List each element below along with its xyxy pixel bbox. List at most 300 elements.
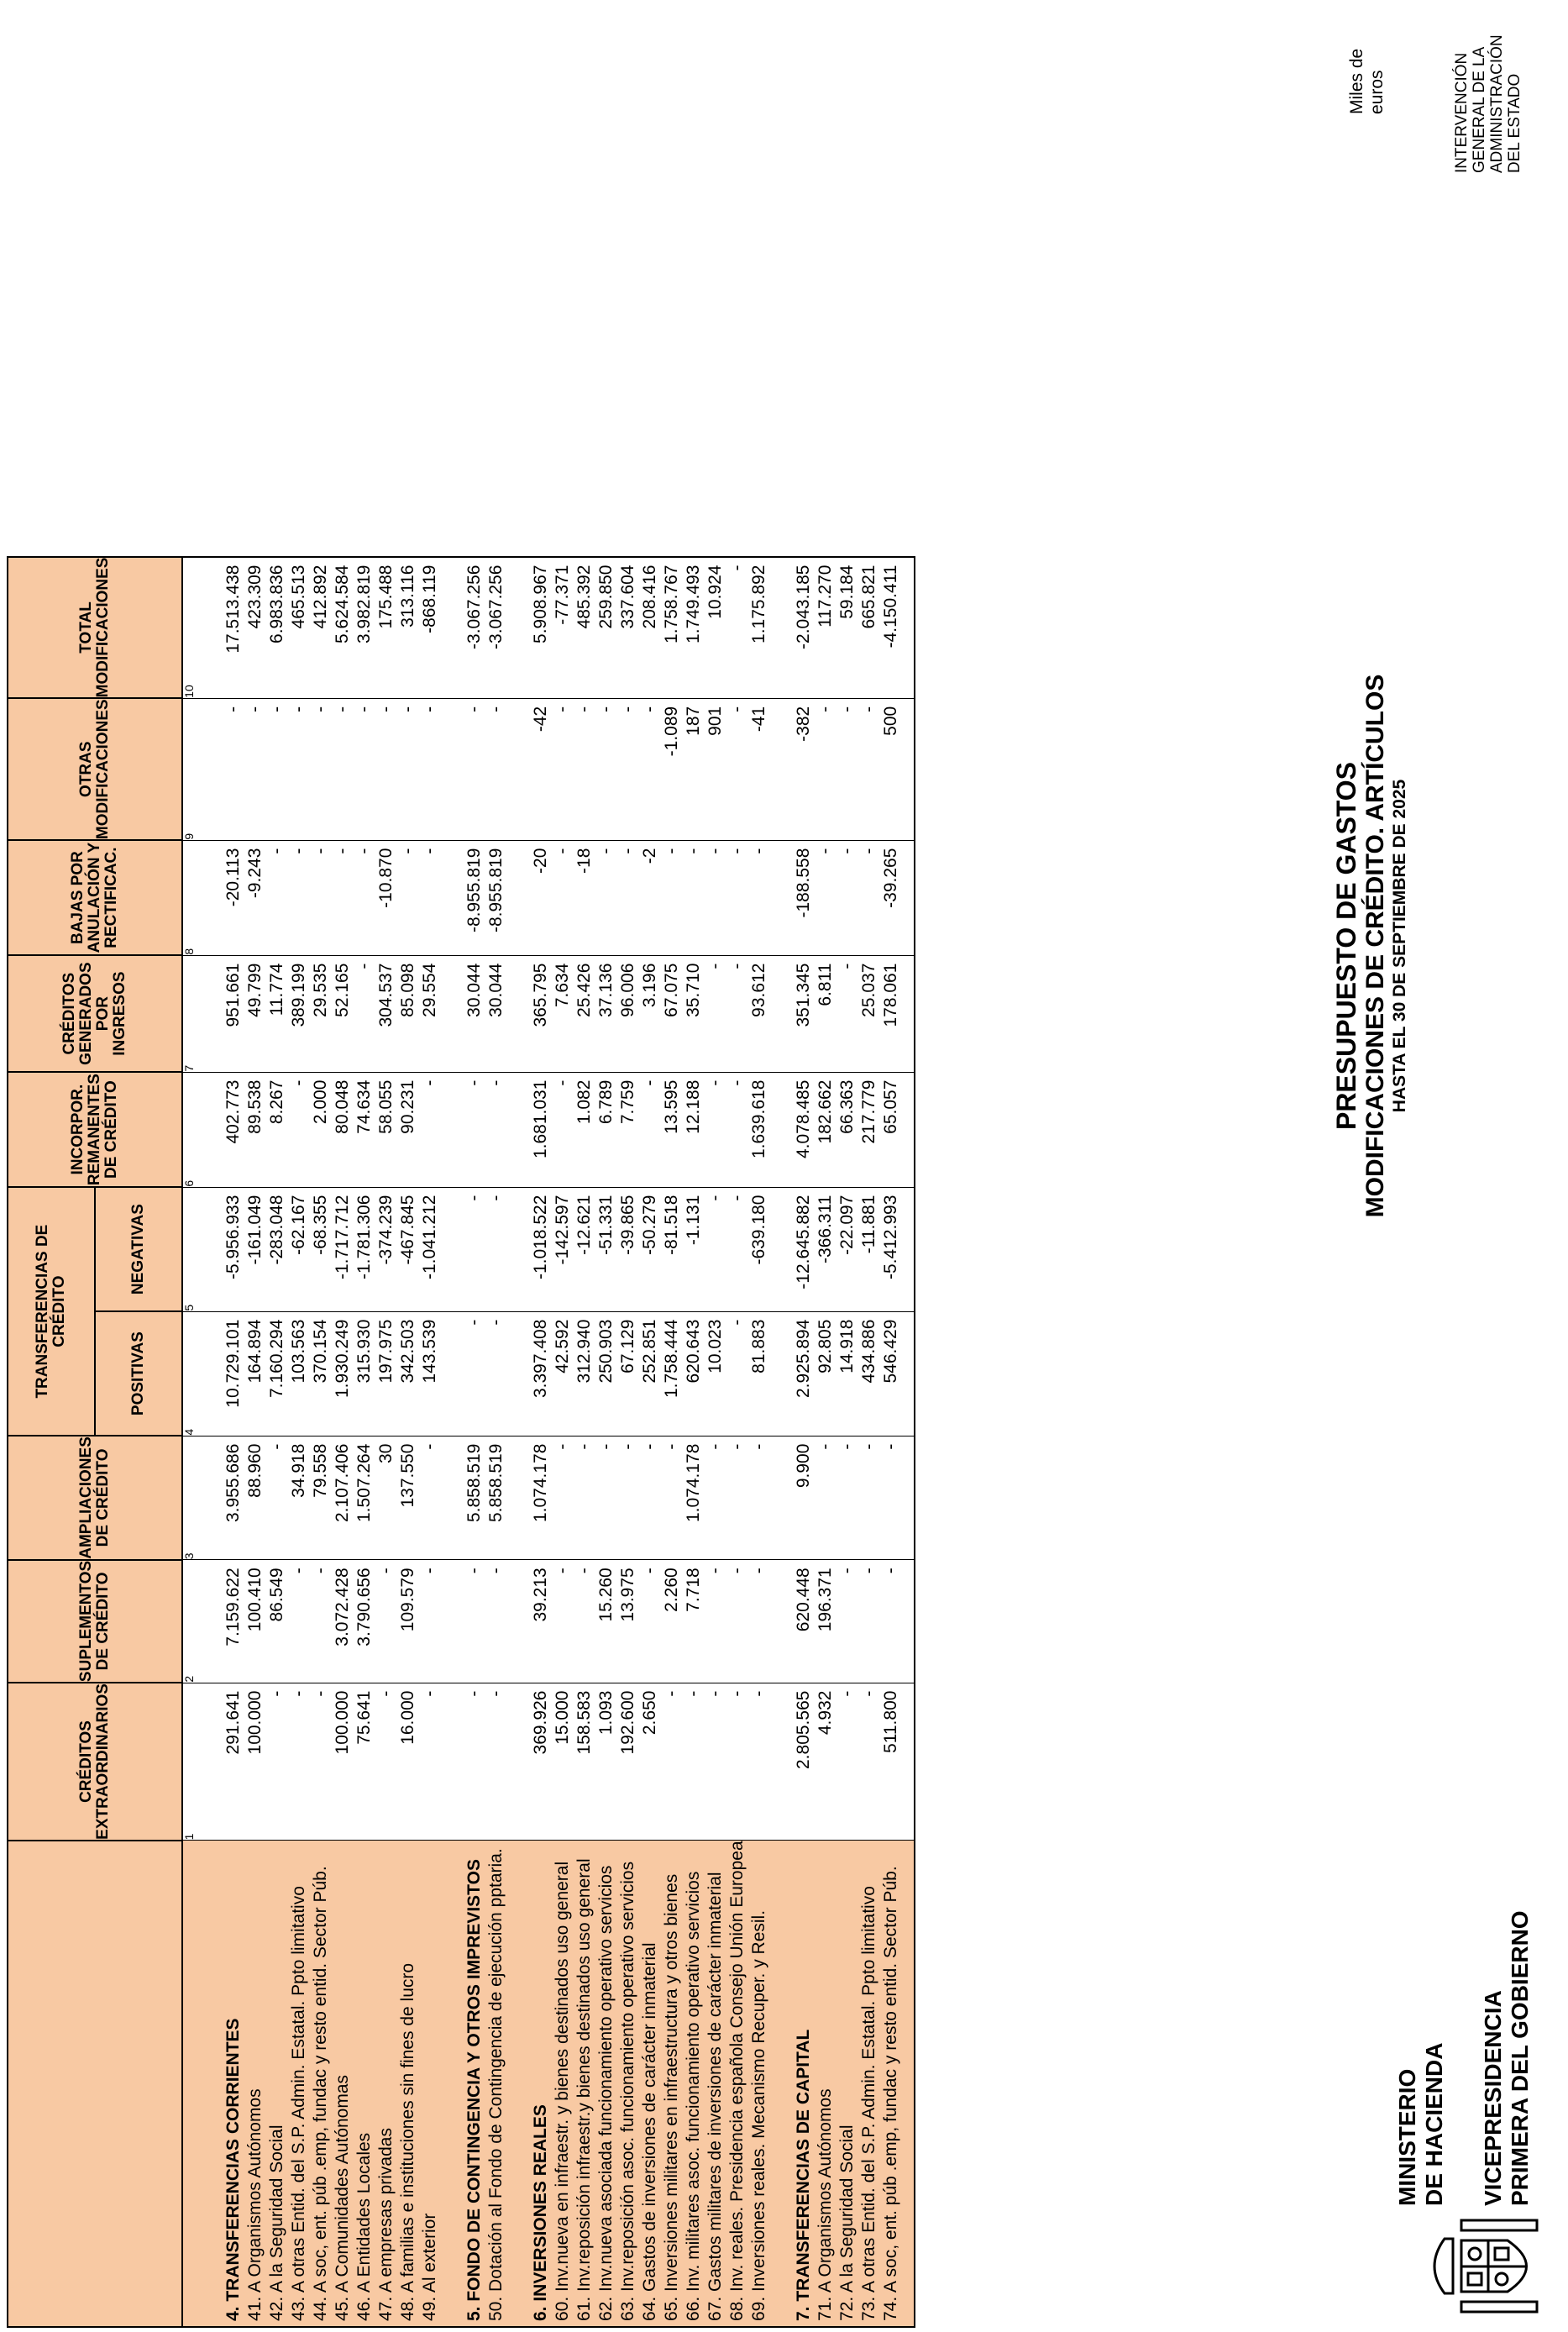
value-cell: 59.184 xyxy=(837,565,857,619)
value-cell: 1.507.264 xyxy=(354,1443,374,1523)
value-cell: - xyxy=(749,848,768,854)
value-cell: 5.908.967 xyxy=(531,565,550,643)
value-cell: - xyxy=(727,1443,747,1450)
value-cell: 412.892 xyxy=(311,565,330,629)
column-number: 5 xyxy=(182,1187,200,1311)
row-label: 43. A otras Entid. del S.P. Admin. Estatal. Ppto limitativo xyxy=(289,1886,308,2321)
value-cell: 16.000 xyxy=(398,1690,417,1745)
value-cell: - xyxy=(464,1079,484,1086)
values-column xyxy=(200,557,915,699)
value-cell: - xyxy=(705,963,725,969)
value-cell: -39.865 xyxy=(618,1195,637,1255)
value-cell: - xyxy=(881,1443,900,1450)
value-cell: -8.955.819 xyxy=(464,848,484,933)
units-label: Miles de euros xyxy=(1347,48,1387,114)
value-cell: - xyxy=(815,848,835,854)
value-cell: - xyxy=(574,706,594,712)
value-cell: 192.600 xyxy=(618,1690,637,1755)
header-total-modificaciones: TOTAL MODIFICACIONES xyxy=(8,557,182,699)
header-transferencias: TRANSFERENCIAS DE CRÉDITO xyxy=(8,1187,95,1436)
value-cell: 620.643 xyxy=(684,1319,703,1384)
values-column xyxy=(200,1436,915,1560)
value-cell: 96.006 xyxy=(618,963,637,1017)
value-cell: -639.180 xyxy=(749,1195,768,1265)
value-cell: - xyxy=(705,1568,725,1574)
value-cell: 369.926 xyxy=(531,1690,550,1755)
values-column xyxy=(200,1683,915,1841)
value-cell: -868.119 xyxy=(420,565,439,633)
value-cell: 15.260 xyxy=(596,1568,616,1622)
value-cell: 3.072.428 xyxy=(333,1568,352,1647)
column-number: 8 xyxy=(182,840,200,955)
value-cell: - xyxy=(267,706,286,712)
value-cell: - xyxy=(640,706,659,712)
value-cell: - xyxy=(596,706,616,712)
value-cell: - xyxy=(376,706,396,712)
value-cell: -2.043.185 xyxy=(794,565,813,649)
value-cell: -39.265 xyxy=(881,848,900,908)
value-cell: 81.883 xyxy=(749,1319,768,1373)
value-cell: 75.641 xyxy=(354,1690,374,1745)
row-label: 60. Inv.nueva en infraestr. y bienes destinados uso general xyxy=(553,1861,572,2321)
value-cell: - xyxy=(618,1443,637,1450)
value-cell: 312.940 xyxy=(574,1319,594,1384)
value-cell: -1.089 xyxy=(662,706,681,757)
value-cell: 58.055 xyxy=(376,1079,396,1134)
section-heading: 4. TRANSFERENCIAS CORRIENTES xyxy=(223,2018,243,2321)
value-cell: - xyxy=(749,1443,768,1450)
row-label: 48. A familias e instituciones sin fines de lucro xyxy=(398,1962,417,2321)
column-number-blank xyxy=(182,1841,200,2327)
value-cell: 2.805.565 xyxy=(794,1690,813,1769)
ministry-heading: MINISTERIO DE HACIENDA xyxy=(1394,2042,1447,2206)
value-cell: - xyxy=(837,963,857,969)
value-cell: - xyxy=(376,1690,396,1697)
value-cell: 1.758.767 xyxy=(662,565,681,643)
value-cell: 465.513 xyxy=(289,565,308,629)
values-column xyxy=(200,1560,915,1683)
value-cell: -5.956.933 xyxy=(223,1195,243,1280)
values-column xyxy=(200,1311,915,1436)
row-label: 67. Gastos militares de inversiones de carácter inmaterial xyxy=(705,1872,725,2321)
value-cell: - xyxy=(662,1443,681,1450)
value-cell: -9.243 xyxy=(245,848,265,899)
value-cell: 1.175.892 xyxy=(749,565,768,643)
row-label: 44. A soc, ent. púb .emp, fundac y resto entid. Sector Púb. xyxy=(311,1866,330,2321)
value-cell: - xyxy=(727,565,747,571)
value-cell: 74.634 xyxy=(354,1079,374,1134)
value-cell: 402.773 xyxy=(223,1079,243,1144)
value-cell: 6.811 xyxy=(815,963,835,1006)
value-cell: 35.710 xyxy=(684,963,703,1017)
value-cell: - xyxy=(420,848,439,854)
value-cell: 2.925.894 xyxy=(794,1319,813,1399)
value-cell: -10.870 xyxy=(376,848,396,908)
value-cell: 665.821 xyxy=(859,565,878,629)
value-cell: - xyxy=(398,706,417,712)
row-label: 63. Inv.reposición asoc. funcionamiento operativo servicios xyxy=(618,1861,637,2321)
value-cell: - xyxy=(464,1195,484,1201)
value-cell: 67.129 xyxy=(618,1319,637,1373)
value-cell: 1.639.618 xyxy=(749,1079,768,1159)
value-cell: 67.075 xyxy=(662,963,681,1017)
value-cell: 389.199 xyxy=(289,963,308,1027)
value-cell: - xyxy=(464,706,484,712)
value-cell: 337.604 xyxy=(618,565,637,629)
value-cell: - xyxy=(749,1690,768,1697)
value-cell: 951.661 xyxy=(223,963,243,1027)
value-cell: - xyxy=(837,1690,857,1697)
value-cell: 1.074.178 xyxy=(531,1443,550,1523)
modifications-table xyxy=(7,556,915,2328)
value-cell: 52.165 xyxy=(333,963,352,1017)
value-cell: 7.634 xyxy=(553,963,572,1008)
value-cell: - xyxy=(311,706,330,712)
value-cell: - xyxy=(553,1079,572,1086)
value-cell: 137.550 xyxy=(398,1443,417,1508)
value-cell: 3.196 xyxy=(640,963,659,1008)
header-ampliaciones: AMPLIACIONES DE CRÉDITO xyxy=(8,1436,182,1560)
value-cell: 1.074.178 xyxy=(684,1443,703,1523)
value-cell: -4.150.411 xyxy=(881,565,900,649)
value-cell: 158.583 xyxy=(574,1690,594,1755)
value-cell: - xyxy=(815,706,835,712)
value-cell: 25.037 xyxy=(859,963,878,1017)
value-cell: -42 xyxy=(531,706,550,733)
value-cell: 13.975 xyxy=(618,1568,637,1622)
value-cell: - xyxy=(705,1690,725,1697)
value-cell: - xyxy=(464,1568,484,1574)
value-cell: - xyxy=(553,848,572,854)
value-cell: 100.410 xyxy=(245,1568,265,1632)
value-cell: - xyxy=(727,963,747,969)
header-suplementos: SUPLEMENTOS DE CRÉDITO xyxy=(8,1560,182,1683)
column-number: 10 xyxy=(182,557,200,699)
value-cell: 14.918 xyxy=(837,1319,857,1373)
value-cell: 10.924 xyxy=(705,565,725,619)
value-cell: 4.932 xyxy=(815,1690,835,1736)
row-label: 69. Inversiones reales. Mecanismo Recuper. y Resil. xyxy=(749,1909,768,2321)
value-cell: 8.267 xyxy=(267,1079,286,1125)
value-cell: - xyxy=(618,706,637,712)
value-cell: - xyxy=(640,1443,659,1450)
value-cell: 7.160.294 xyxy=(267,1319,286,1399)
value-cell: 85.098 xyxy=(398,963,417,1017)
section-heading: 5. FONDO DE CONTINGENCIA Y OTROS IMPREVISTOS xyxy=(464,1859,484,2321)
value-cell: - xyxy=(289,848,308,854)
value-cell: 89.538 xyxy=(245,1079,265,1134)
value-cell: - xyxy=(837,1443,857,1450)
value-cell: 3.955.686 xyxy=(223,1443,243,1523)
value-cell: -142.597 xyxy=(553,1195,572,1265)
value-cell: 29.554 xyxy=(420,963,439,1017)
value-cell: 2.650 xyxy=(640,1690,659,1736)
value-cell: 3.982.819 xyxy=(354,565,374,643)
value-cell: - xyxy=(267,848,286,854)
row-label: 66. Inv. militares asoc. funcionamiento operativo servicios xyxy=(684,1871,703,2321)
value-cell: 901 xyxy=(705,706,725,736)
coat-of-arms-icon xyxy=(1428,2214,1552,2319)
row-label: 41. A Organismos Autónomos xyxy=(245,2088,265,2321)
table-body-row xyxy=(200,557,915,2327)
value-cell: - xyxy=(354,963,374,969)
value-cell: 1.749.493 xyxy=(684,565,703,643)
value-cell: 5.624.584 xyxy=(333,565,352,643)
value-cell: 208.416 xyxy=(640,565,659,629)
value-cell: - xyxy=(684,848,703,854)
value-cell: 500 xyxy=(881,706,900,736)
value-cell: 100.000 xyxy=(245,1690,265,1755)
value-cell: 12.188 xyxy=(684,1079,703,1134)
value-cell: 49.799 xyxy=(245,963,265,1017)
value-cell: 182.662 xyxy=(815,1079,835,1144)
value-cell: 217.779 xyxy=(859,1079,878,1144)
value-cell: 3.790.656 xyxy=(354,1568,374,1647)
value-cell: 164.894 xyxy=(245,1319,265,1384)
row-label: 61. Inv.reposición infraestr.y bienes destinados uso general xyxy=(574,1858,594,2321)
value-cell: 79.558 xyxy=(311,1443,330,1498)
value-cell: - xyxy=(574,1568,594,1574)
value-cell: 37.136 xyxy=(596,963,616,1017)
value-cell: - xyxy=(837,1568,857,1574)
value-cell: - xyxy=(486,1319,506,1326)
row-label: 45. A Comunidades Autónomas xyxy=(333,2074,352,2321)
value-cell: - xyxy=(705,1443,725,1450)
value-cell: - xyxy=(553,1443,572,1450)
values-column xyxy=(200,1187,915,1311)
value-cell: - xyxy=(596,1443,616,1450)
value-cell: -20 xyxy=(531,848,550,874)
value-cell: 15.000 xyxy=(553,1690,572,1745)
report-title: PRESUPUESTO DE GASTOS MODIFICACIONES DE CRÉDITO. ARTÍCULOS HASTA EL 30 DE SEPTIEMBRE DE 2025 xyxy=(1331,674,1409,1218)
value-cell: -41 xyxy=(749,706,768,733)
value-cell: - xyxy=(596,848,616,854)
value-cell: - xyxy=(311,1568,330,1574)
value-cell: 1.681.031 xyxy=(531,1079,550,1159)
value-cell: -62.167 xyxy=(289,1195,308,1255)
value-cell: -283.048 xyxy=(267,1195,286,1265)
value-cell: 17.513.438 xyxy=(223,565,243,654)
value-cell: -81.518 xyxy=(662,1195,681,1255)
value-cell: 93.612 xyxy=(749,963,768,1017)
government-heading: VICEPRESIDENCIA PRIMERA DEL GOBIERNO xyxy=(1480,1910,1533,2206)
value-cell: 485.392 xyxy=(574,565,594,629)
value-cell: - xyxy=(859,1690,878,1697)
row-label: 73. A otras Entid. del S.P. Admin. Estatal. Ppto limitativo xyxy=(859,1886,878,2321)
row-label: 68. Inv. reales. Presidencia española Consejo Unión Europea xyxy=(727,1841,747,2321)
value-cell: -3.067.256 xyxy=(486,565,506,649)
value-cell: - xyxy=(859,1568,878,1574)
value-cell: 365.795 xyxy=(531,963,550,1027)
value-cell: 178.061 xyxy=(881,963,900,1027)
value-cell: - xyxy=(837,848,857,854)
value-cell: 370.154 xyxy=(311,1319,330,1384)
value-cell: -1.131 xyxy=(684,1195,703,1246)
value-cell: 351.345 xyxy=(794,963,813,1027)
value-cell: -161.049 xyxy=(245,1195,265,1265)
value-cell: - xyxy=(859,1443,878,1450)
description-header xyxy=(8,1841,182,2327)
values-column xyxy=(200,840,915,955)
value-cell: 65.057 xyxy=(881,1079,900,1134)
value-cell: 3.397.408 xyxy=(531,1319,550,1399)
value-cell: 1.093 xyxy=(596,1690,616,1736)
value-cell: - xyxy=(420,1443,439,1450)
value-cell: - xyxy=(640,1568,659,1574)
value-cell: -77.371 xyxy=(553,565,572,625)
column-number-row xyxy=(182,557,200,2327)
value-cell: - xyxy=(376,1568,396,1574)
value-cell: 88.960 xyxy=(245,1443,265,1498)
value-cell: - xyxy=(289,1690,308,1697)
value-cell: - xyxy=(486,1195,506,1201)
row-label: 50. Dotación al Fondo de Contingencia de ejecución pptaria. xyxy=(486,1848,506,2321)
value-cell: 7.759 xyxy=(618,1079,637,1125)
value-cell: 187 xyxy=(684,706,703,736)
value-cell: - xyxy=(859,848,878,854)
value-cell: - xyxy=(662,1690,681,1697)
value-cell: - xyxy=(705,848,725,854)
section-heading: 6. INVERSIONES REALES xyxy=(531,2104,550,2321)
value-cell: - xyxy=(859,706,878,712)
value-cell: 250.903 xyxy=(596,1319,616,1384)
column-number: 9 xyxy=(182,698,200,840)
value-cell: - xyxy=(420,1079,439,1086)
row-label: 71. A Organismos Autónomos xyxy=(815,2088,835,2321)
value-cell: - xyxy=(267,1443,286,1450)
value-cell: 197.975 xyxy=(376,1319,396,1384)
row-label: 72. A la Seguridad Social xyxy=(837,2125,857,2321)
column-number: 1 xyxy=(182,1683,200,1841)
value-cell: 103.563 xyxy=(289,1319,308,1384)
row-label: 62. Inv.nueva asociada funcionamiento operativo servicios xyxy=(596,1865,616,2321)
value-cell: - xyxy=(333,848,352,854)
value-cell: - xyxy=(420,706,439,712)
header-otras-modificaciones: OTRAS MODIFICACIONES xyxy=(8,698,182,840)
value-cell: -3.067.256 xyxy=(464,565,484,649)
value-cell: 196.371 xyxy=(815,1568,835,1632)
value-cell: -1.018.522 xyxy=(531,1195,550,1280)
value-cell: - xyxy=(727,1319,747,1326)
section-heading: 7. TRANSFERENCIAS DE CAPITAL xyxy=(794,2029,813,2321)
values-column xyxy=(200,1072,915,1187)
issuer-heading: INTERVENCIÓN GENERAL DE LA ADMINISTRACIÓN DEL ESTADO xyxy=(1453,34,1523,173)
value-cell: 259.850 xyxy=(596,565,616,629)
value-cell: -374.239 xyxy=(376,1195,396,1265)
value-cell: - xyxy=(354,848,374,854)
value-cell: - xyxy=(749,1568,768,1574)
value-cell: 30.044 xyxy=(486,963,506,1017)
value-cell: - xyxy=(486,706,506,712)
value-cell: - xyxy=(289,1568,308,1574)
row-label: 65. Inversiones militares en infraestructura y otros bienes xyxy=(662,1873,681,2321)
value-cell: -1.041.212 xyxy=(420,1195,439,1280)
value-cell: 342.503 xyxy=(398,1319,417,1384)
value-cell: - xyxy=(333,706,352,712)
value-cell: -51.331 xyxy=(596,1195,616,1255)
value-cell: 546.429 xyxy=(881,1319,900,1384)
value-cell: 34.918 xyxy=(289,1443,308,1498)
value-cell: 13.595 xyxy=(662,1079,681,1134)
value-cell: 1.930.249 xyxy=(333,1319,352,1399)
value-cell: 100.000 xyxy=(333,1690,352,1755)
value-cell: - xyxy=(553,1568,572,1574)
row-labels-column xyxy=(200,1841,915,2327)
value-cell: 5.858.519 xyxy=(486,1443,506,1523)
value-cell: 90.231 xyxy=(398,1079,417,1134)
header-generados-ingresos: CRÉDITOS GENERADOS POR INGRESOS xyxy=(8,955,182,1072)
column-number: 2 xyxy=(182,1560,200,1683)
value-cell: 143.539 xyxy=(420,1319,439,1384)
value-cell: - xyxy=(289,1079,308,1086)
value-cell: 304.537 xyxy=(376,963,396,1027)
value-cell: 252.851 xyxy=(640,1319,659,1384)
value-cell: - xyxy=(662,848,681,854)
value-cell: -20.113 xyxy=(223,848,243,907)
value-cell: 86.549 xyxy=(267,1568,286,1622)
value-cell: 434.886 xyxy=(859,1319,878,1384)
value-cell: - xyxy=(640,1079,659,1086)
value-cell: - xyxy=(464,1319,484,1326)
value-cell: - xyxy=(311,848,330,854)
value-cell: -18 xyxy=(574,848,594,874)
value-cell: 313.116 xyxy=(398,565,417,628)
value-cell: - xyxy=(727,706,747,712)
value-cell: -12.621 xyxy=(574,1195,594,1255)
value-cell: 25.426 xyxy=(574,963,594,1017)
value-cell: -12.645.882 xyxy=(794,1195,813,1289)
value-cell: 42.592 xyxy=(553,1319,572,1373)
value-cell: - xyxy=(705,1195,725,1201)
value-cell: 1.758.444 xyxy=(662,1319,681,1399)
value-cell: -8.955.819 xyxy=(486,848,506,933)
value-cell: 29.535 xyxy=(311,963,330,1017)
value-cell: -68.355 xyxy=(311,1195,330,1255)
value-cell: - xyxy=(727,1195,747,1201)
value-cell: 2.107.406 xyxy=(333,1443,352,1523)
value-cell: - xyxy=(881,1568,900,1574)
value-cell: - xyxy=(486,1690,506,1697)
value-cell: - xyxy=(618,848,637,854)
value-cell: 175.488 xyxy=(376,565,396,629)
value-cell: - xyxy=(705,1079,725,1086)
row-label: 47. A empresas privadas xyxy=(376,2128,396,2321)
value-cell: -382 xyxy=(794,706,813,742)
value-cell: -2 xyxy=(640,848,659,864)
value-cell: 4.078.485 xyxy=(794,1079,813,1159)
value-cell: - xyxy=(727,848,747,854)
value-cell: 7.718 xyxy=(684,1568,703,1612)
value-cell: - xyxy=(486,1079,506,1086)
row-label: 42. A la Seguridad Social xyxy=(267,2125,286,2321)
value-cell: -5.412.993 xyxy=(881,1195,900,1280)
column-number: 6 xyxy=(182,1072,200,1187)
value-cell: 5.858.519 xyxy=(464,1443,484,1523)
row-label: 64. Gastos de inversiones de carácter inmaterial xyxy=(640,1942,659,2321)
value-cell: - xyxy=(815,1443,835,1450)
value-cell: - xyxy=(245,706,265,712)
value-cell: - xyxy=(289,706,308,712)
value-cell: - xyxy=(727,1568,747,1574)
value-cell: 2.000 xyxy=(311,1079,330,1125)
value-cell: 511.800 xyxy=(881,1690,900,1753)
value-cell: - xyxy=(727,1690,747,1697)
value-cell: 92.805 xyxy=(815,1319,835,1373)
value-cell: 30.044 xyxy=(464,963,484,1017)
value-cell: 10.023 xyxy=(705,1319,725,1373)
header-negativas: NEGATIVAS xyxy=(95,1187,182,1311)
row-label: 74. A soc, ent. púb .emp, fundac y resto entid. Sector Púb. xyxy=(881,1866,900,2321)
